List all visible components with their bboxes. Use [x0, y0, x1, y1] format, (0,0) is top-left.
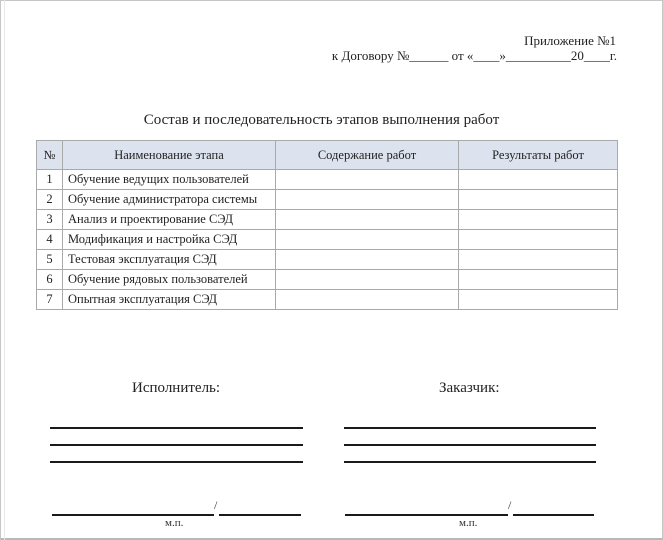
customer-line-1[interactable] [344, 427, 596, 429]
stage-name: Обучение администратора системы [63, 190, 276, 210]
executor-stamp-label: м.п. [165, 517, 184, 529]
work-content-cell[interactable] [276, 170, 459, 190]
executor-slash: / [214, 498, 218, 512]
work-result-cell[interactable] [459, 290, 618, 310]
work-result-cell[interactable] [459, 250, 618, 270]
executor-line-3[interactable] [50, 461, 303, 463]
table-row [37, 210, 618, 230]
row-number: 4 [37, 230, 63, 250]
work-content-cell[interactable] [276, 290, 459, 310]
column-header-work-content: Содержание работ [276, 141, 459, 170]
row-number: 5 [37, 250, 63, 270]
work-result-cell[interactable] [459, 230, 618, 250]
stage-name: Анализ и проектирование СЭД [63, 210, 276, 230]
work-content-cell[interactable] [276, 250, 459, 270]
customer-signature-line[interactable] [345, 514, 508, 516]
table-row [37, 170, 618, 190]
column-header-number: № [37, 141, 63, 170]
executor-label: Исполнитель: [132, 380, 221, 396]
document-title: Состав и последовательность этапов выполнения работ [143, 112, 500, 128]
table-row [37, 190, 618, 210]
row-number: 6 [37, 270, 63, 290]
table-row [37, 290, 618, 310]
executor-signature-line[interactable] [52, 514, 214, 516]
stage-name: Модификация и настройка СЭД [63, 230, 276, 250]
work-content-cell[interactable] [276, 210, 459, 230]
table-header-row [37, 141, 618, 170]
executor-name-line[interactable] [219, 514, 301, 516]
document-title-wrap [0, 112, 663, 129]
table-row [37, 270, 618, 290]
row-number: 7 [37, 290, 63, 310]
stage-name: Опытная эксплуатация СЭД [63, 290, 276, 310]
column-header-work-results: Результаты работ [459, 141, 618, 170]
executor-line-2[interactable] [50, 444, 303, 446]
work-result-cell[interactable] [459, 270, 618, 290]
column-header-stage-name: Наименование этапа [63, 141, 276, 170]
row-number: 1 [37, 170, 63, 190]
table-row [37, 250, 618, 270]
contract-reference: к Договору №______ от «____»__________20____г. [331, 48, 617, 63]
customer-stamp-label: м.п. [459, 517, 478, 529]
row-number: 2 [37, 190, 63, 210]
appendix-label: Приложение №1 [524, 33, 616, 48]
stage-name: Обучение ведущих пользователей [63, 170, 276, 190]
stage-name: Обучение рядовых пользователей [63, 270, 276, 290]
customer-label: Заказчик: [439, 380, 500, 396]
customer-slash: / [508, 498, 512, 512]
stage-name: Тестовая эксплуатация СЭД [63, 250, 276, 270]
stages-table [36, 140, 618, 310]
frame-divider [4, 0, 5, 540]
customer-line-3[interactable] [344, 461, 596, 463]
work-result-cell[interactable] [459, 210, 618, 230]
work-result-cell[interactable] [459, 170, 618, 190]
customer-name-line[interactable] [513, 514, 594, 516]
work-result-cell[interactable] [459, 190, 618, 210]
table-row [37, 230, 618, 250]
customer-line-2[interactable] [344, 444, 596, 446]
work-content-cell[interactable] [276, 190, 459, 210]
work-content-cell[interactable] [276, 270, 459, 290]
work-content-cell[interactable] [276, 230, 459, 250]
executor-line-1[interactable] [50, 427, 303, 429]
row-number: 3 [37, 210, 63, 230]
